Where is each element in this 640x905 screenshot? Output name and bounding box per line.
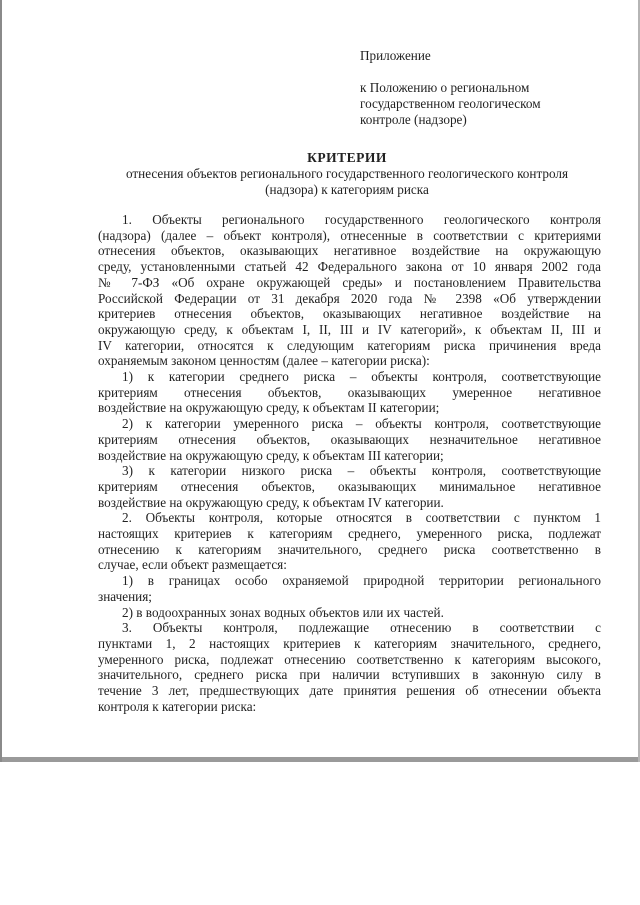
document-body (98, 212, 601, 715)
body-line: (надзора) (далее – объект контроля), отнесенные в соответствии с критериями (98, 227, 601, 243)
appendix-reference-line-3: контроле (надзоре) (360, 112, 467, 127)
body-line: течение 3 лет, предшествующих дате принятия решения об отнесении объекта (98, 683, 601, 699)
body-line: 1) к категории среднего риска – объекты контроля, соответствующие (122, 369, 601, 385)
appendix-label: Приложение (360, 48, 431, 63)
appendix-reference-line-2: государственном геологическом (360, 96, 541, 111)
body-line: охраняемым законом ценностям (далее – категории риска): (98, 353, 430, 369)
body-line: Российской Федерации от 31 декабря 2020 года № 2398 «Об утверждении (98, 290, 601, 306)
body-line: пунктами 1, 2 настоящих критериев к категориям значительного, среднего, (98, 635, 601, 651)
body-line: критериев отнесения объектов, оказывающих негативное воздействие на (98, 306, 601, 322)
body-line: значительного, среднего риска при наличии вступивших в законную силу в (98, 667, 601, 683)
subtitle-line-1: отнесения объектов регионального государственного геологического контроля (125, 166, 569, 181)
body-line: среду, установленными статьей 42 Федерального закона от 10 января 2002 года (98, 259, 601, 275)
body-line: отнесения объектов, оказывающих негативное воздействие на окружающую (98, 243, 601, 259)
body-line: отнесению к категориям значительного, среднего риска соответственно в (98, 541, 601, 557)
body-line: 3. Объекты контроля, подлежащие отнесению в соответствии с (122, 620, 601, 636)
body-line: критериям отнесения объектов, оказывающих незначительное негативное (98, 431, 601, 447)
body-line: окружающую среду, к объектам I, II, III и IV категорий», к объектам II, III и (98, 321, 601, 337)
body-line: 2) к категории умеренного риска – объекты контроля, соответствующие (122, 416, 601, 432)
document-title: КРИТЕРИИ (307, 150, 387, 165)
body-line: 2) в водоохранных зонах водных объектов или их частей. (122, 604, 444, 620)
body-line: умеренного риска, подлежат отнесению соответственно к категориям высокого, (98, 651, 601, 667)
body-line: 2. Объекты контроля, которые относятся в соответствии с пунктом 1 (122, 510, 601, 526)
body-line: воздействие на окружающую среду, к объектам III категории; (98, 447, 444, 463)
body-line: критериям отнесения объектов, оказывающих минимальное негативное (98, 478, 601, 494)
body-line: № 7-ФЗ «Об охране окружающей среды» и постановлением Правительства (98, 274, 601, 290)
body-line: настоящих критериев к категориям среднего, умеренного риска, подлежат (98, 526, 601, 542)
body-line: воздействие на окружающую среду, к объектам II категории; (98, 400, 440, 416)
body-line: IV категории, относятся к следующим категориям риска причинения вреда (98, 337, 601, 353)
body-line: значения; (98, 588, 152, 604)
appendix-reference-line-1: к Положению о региональном (360, 80, 530, 95)
body-line: контроля к категории риска: (98, 698, 257, 714)
body-line: воздействие на окружающую среду, к объектам IV категории. (98, 494, 444, 510)
body-line: критериям отнесения объектов, оказывающих умеренное негативное (98, 384, 601, 400)
appendix-header (360, 48, 541, 128)
body-line: 1) в границах особо охраняемой природной территории регионального (122, 573, 601, 589)
body-line: 3) к категории низкого риска – объекты контроля, соответствующие (122, 463, 601, 479)
subtitle-line-2: (надзора) к категориям риска (265, 182, 429, 197)
body-line: случае, если объект размещается: (98, 557, 287, 573)
document-subtitle (94, 166, 600, 198)
body-line: 1. Объекты регионального государственного геологического контроля (122, 212, 601, 227)
